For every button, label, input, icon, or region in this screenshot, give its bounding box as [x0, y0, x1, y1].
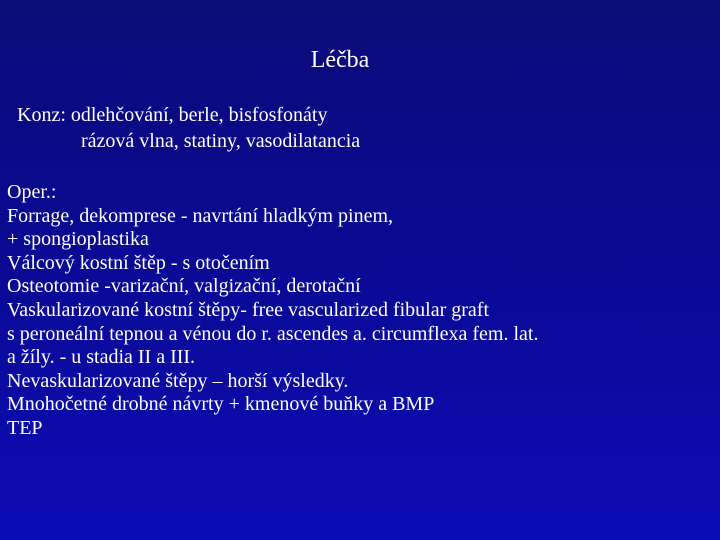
- oper-line-10: Mnohočetné drobné návrty + kmenové buňky a BMP: [7, 393, 435, 416]
- oper-line-2: Forrage, dekomprese - navrtání hladkým pinem,: [7, 204, 393, 227]
- oper-line-5: Osteotomie -varizační, valgizační, derotační: [7, 275, 361, 298]
- slide-title: Léčba: [310, 47, 370, 73]
- konz-line-2: rázová vlna, statiny, vasodilatancia: [81, 130, 361, 152]
- oper-line-11: TEP: [7, 416, 43, 439]
- oper-line-6: Vaskularizované kostní štěpy- free vascularized fibular graft: [7, 298, 490, 321]
- oper-line-3: + spongioplastika: [7, 228, 149, 251]
- oper-line-9: Nevaskularizované štěpy – horší výsledky.: [7, 369, 349, 392]
- oper-line-8: a žíly. - u stadia II a III.: [7, 346, 196, 369]
- operative-treatment-block: [7, 181, 538, 441]
- oper-line-4: Válcový kostní štěp - s otočením: [7, 251, 270, 274]
- konz-line-1: Konz: odlehčování, berle, bisfosfonáty: [17, 104, 328, 126]
- conservative-treatment-block: [17, 102, 360, 154]
- oper-line-7: s peroneální tepnou a vénou do r. ascendes a. circumflexa fem. lat.: [7, 322, 539, 345]
- oper-line-1: Oper.:: [7, 181, 57, 203]
